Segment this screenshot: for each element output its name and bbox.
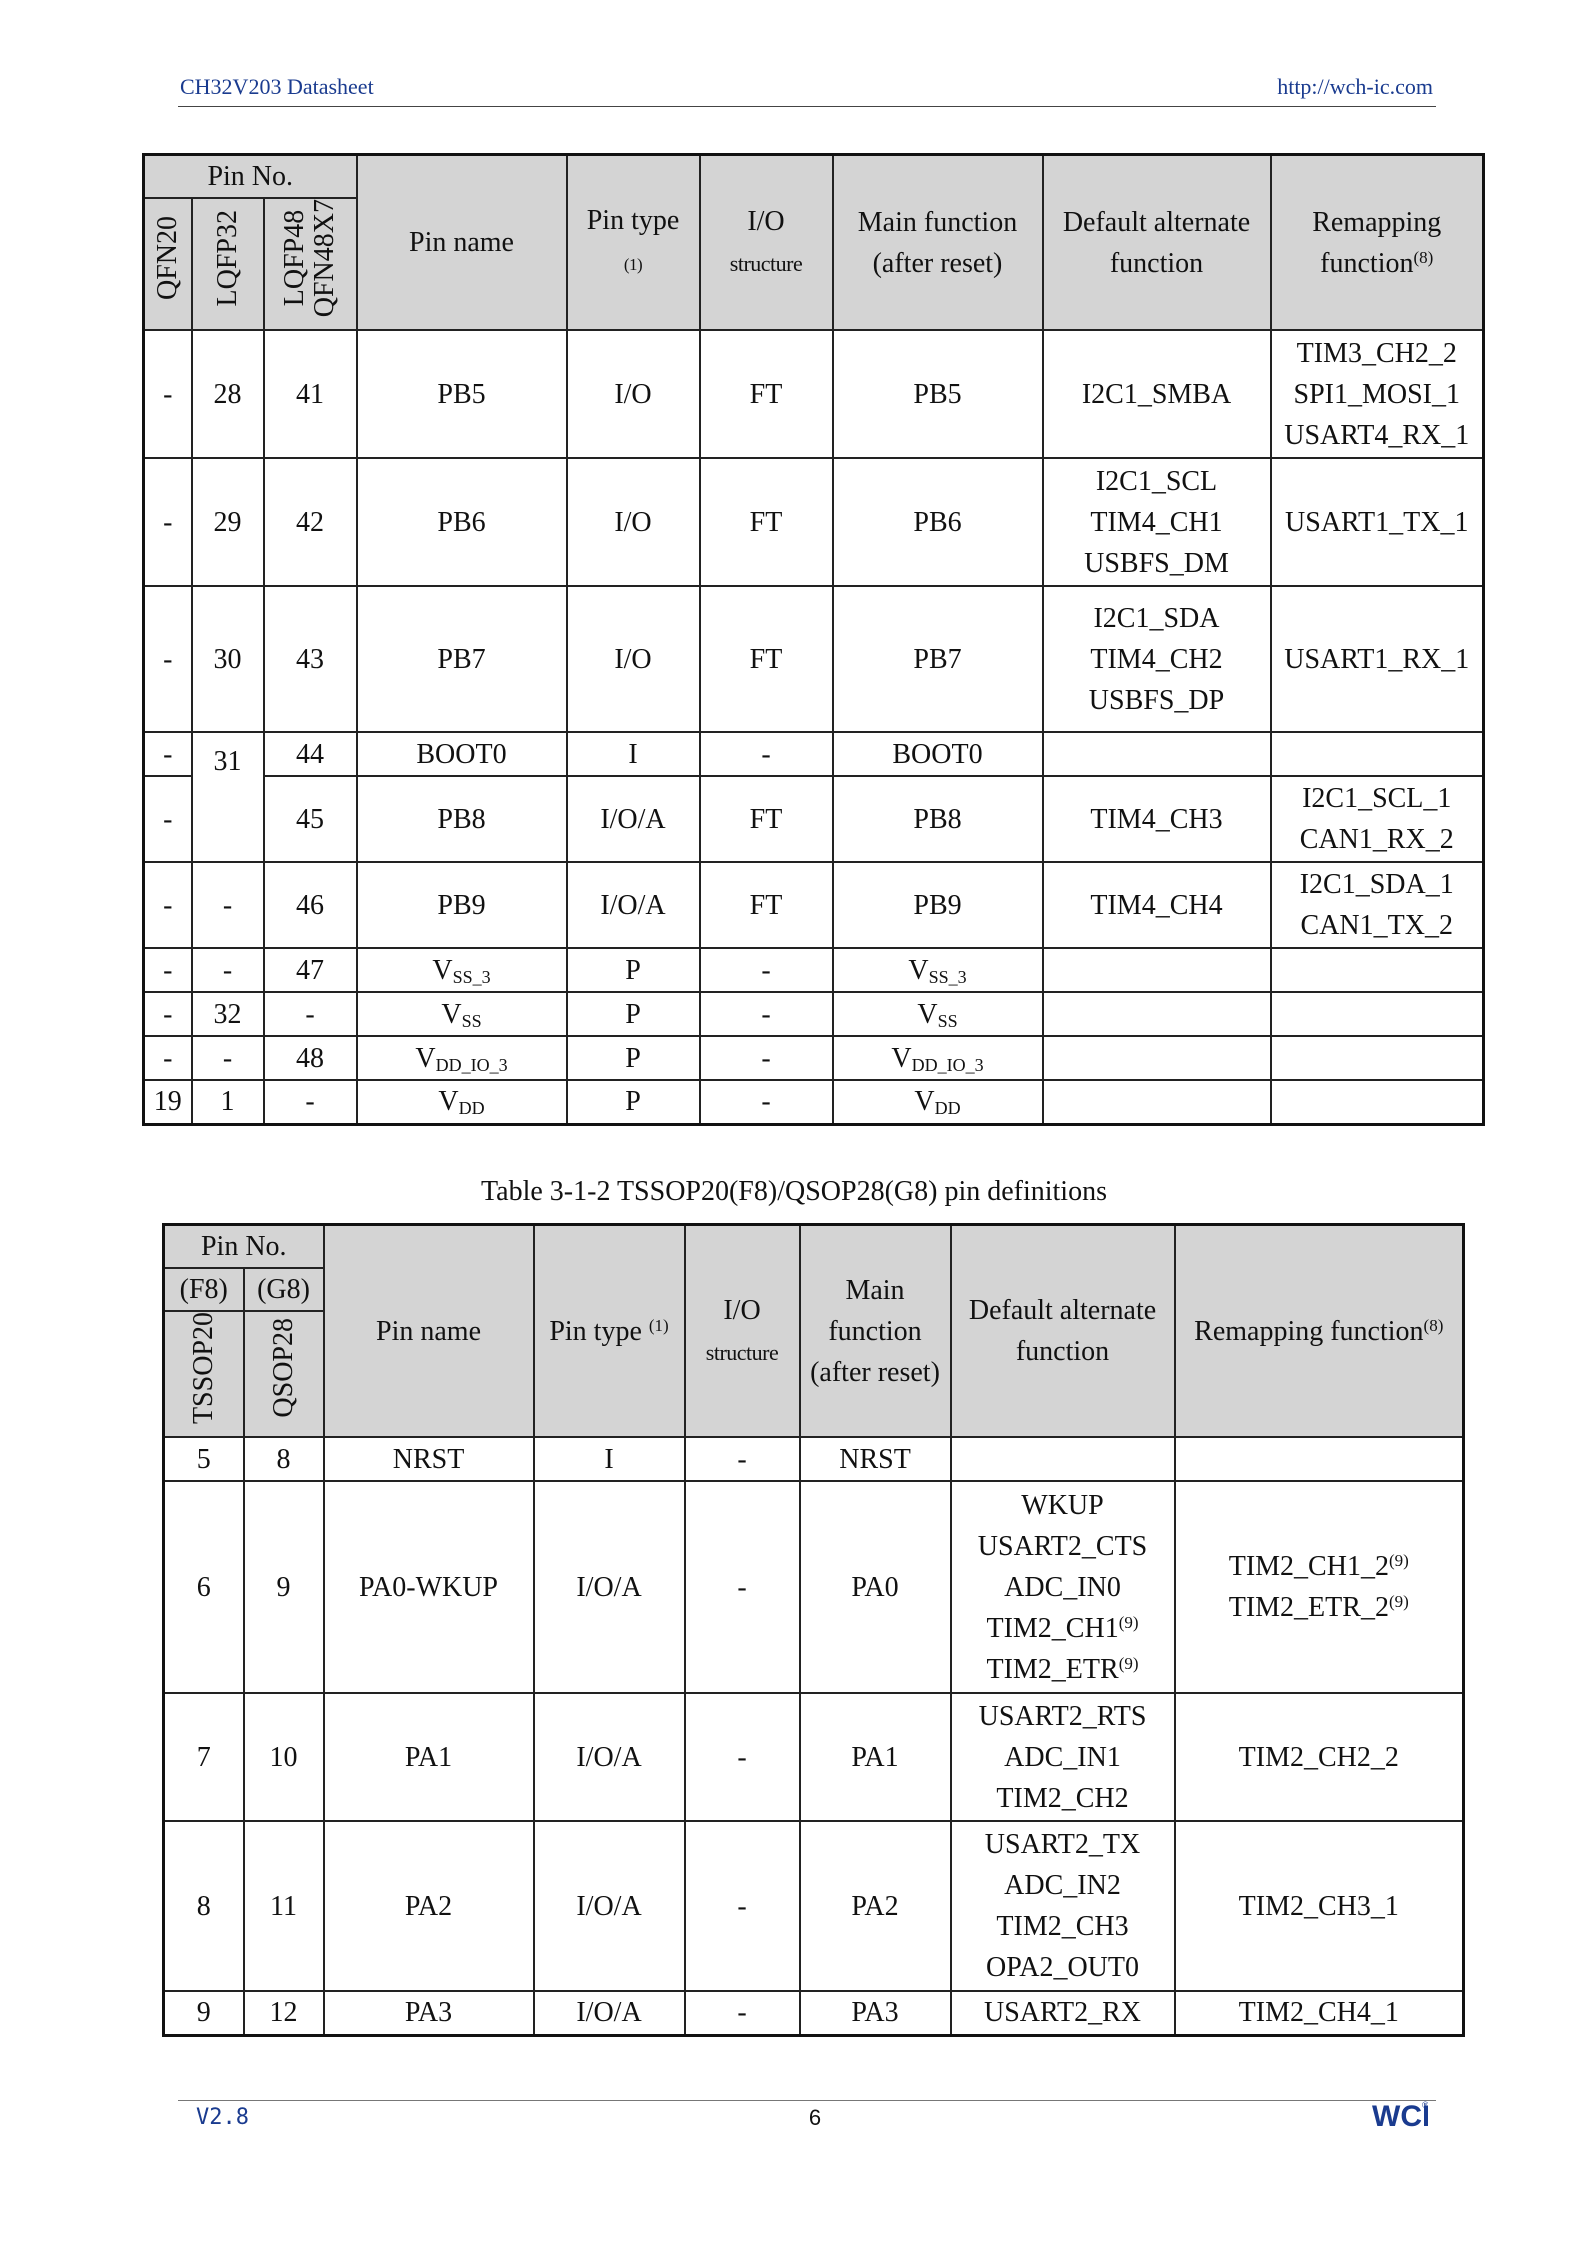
- table-cell: USART2_TX ADC_IN2 TIM2_CH3 OPA2_OUT0: [951, 1821, 1175, 1991]
- remapping-header: Remapping function$^{(8)}$: [1175, 1225, 1464, 1438]
- pin-name-header: Pin name: [357, 155, 567, 331]
- table-cell: -: [144, 948, 192, 992]
- table-row: [164, 1991, 1464, 2035]
- table-cell: I/O/A: [534, 1821, 685, 1991]
- table-cell: USART1_RX_1: [1271, 586, 1484, 732]
- table-row: [164, 1693, 1464, 1821]
- table-cell: -: [264, 1080, 357, 1124]
- table-row: [144, 948, 1484, 992]
- table-cell: I/O/A: [534, 1693, 685, 1821]
- table-cell: PA3: [324, 1991, 534, 2035]
- table-cell: 44: [264, 732, 357, 776]
- table-row: [164, 1437, 1464, 1481]
- table-cell: -: [685, 1437, 800, 1481]
- page-number: 6: [808, 2105, 822, 2130]
- table-cell: 45: [264, 776, 357, 862]
- table-cell: I/O/A: [534, 1991, 685, 2035]
- table-cell: $V_{SS}$: [833, 992, 1043, 1036]
- main-function-header: Main function (after reset): [833, 155, 1043, 331]
- table-cell: [1043, 1080, 1271, 1124]
- wch-logo: [1372, 2096, 1428, 2137]
- io-structure-header: I/O structure: [700, 155, 833, 331]
- table-cell: FT: [700, 586, 833, 732]
- table-cell: 32: [192, 992, 264, 1036]
- table-cell: -: [144, 862, 192, 948]
- g8-header: (G8): [244, 1268, 324, 1311]
- table-cell: -: [685, 1991, 800, 2035]
- table-cell: PA1: [800, 1693, 951, 1821]
- table-cell: FT: [700, 330, 833, 458]
- remapping-header: Remapping function$^{(8)}$: [1271, 155, 1484, 331]
- table-cell: WKUP USART2_CTS ADC_IN0 TIM2_CH1$^{(9)}$ TIM2_ETR$^{(9)}$: [951, 1481, 1175, 1693]
- table-cell: 30: [192, 586, 264, 732]
- pin-type-header: Pin type (1): [567, 155, 700, 331]
- table-cell: PB8: [833, 776, 1043, 862]
- table-cell: NRST: [800, 1437, 951, 1481]
- table-cell: 12: [244, 1991, 324, 2035]
- pin-no-header: Pin No.: [164, 1225, 324, 1269]
- table-cell: I: [534, 1437, 685, 1481]
- table-cell: $V_{SS}$: [357, 992, 567, 1036]
- table-cell: 19: [144, 1080, 192, 1124]
- table-row: [164, 1821, 1464, 1991]
- table-row: [144, 776, 1484, 862]
- table-cell: PB9: [357, 862, 567, 948]
- table-cell: 41: [264, 330, 357, 458]
- table-cell: 47: [264, 948, 357, 992]
- table-cell: -: [192, 948, 264, 992]
- table-cell: -: [685, 1693, 800, 1821]
- table-cell: PA1: [324, 1693, 534, 1821]
- table-cell: PB5: [833, 330, 1043, 458]
- table-cell: TIM2_CH1_2$^{(9)}$ TIM2_ETR_2$^{(9)}$: [1175, 1481, 1464, 1693]
- table-cell: P: [567, 948, 700, 992]
- table-cell: [1043, 732, 1271, 776]
- table-cell: PB6: [833, 458, 1043, 586]
- table-cell: $V_{DD}$: [833, 1080, 1043, 1124]
- pin-definition-table-lqfp48: [142, 153, 1485, 1126]
- table-cell: 1: [192, 1080, 264, 1124]
- table-cell: TIM2_CH2_2: [1175, 1693, 1464, 1821]
- table-cell: [1271, 732, 1484, 776]
- table-cell: -: [192, 1036, 264, 1080]
- table-row: [144, 862, 1484, 948]
- table-cell: -: [144, 732, 192, 776]
- table-cell: TIM4_CH4: [1043, 862, 1271, 948]
- table-cell: 28: [192, 330, 264, 458]
- table-cell: 9: [164, 1991, 244, 2035]
- pkg-header-lqfp48: LQFP48 QFN48X7: [264, 198, 357, 330]
- table-cell: TIM2_CH3_1: [1175, 1821, 1464, 1991]
- table-cell: P: [567, 1080, 700, 1124]
- table-cell: I/O: [567, 458, 700, 586]
- table-cell: I2C1_SDA TIM4_CH2 USBFS_DP: [1043, 586, 1271, 732]
- table-cell: -: [144, 458, 192, 586]
- table-row: [144, 330, 1484, 458]
- table-cell: PB7: [357, 586, 567, 732]
- table-cell: P: [567, 1036, 700, 1080]
- header-title: CH32V203 Datasheet: [180, 74, 374, 99]
- table-cell: USART1_TX_1: [1271, 458, 1484, 586]
- table-cell: [1043, 1036, 1271, 1080]
- table-cell: NRST: [324, 1437, 534, 1481]
- table-cell: -: [685, 1821, 800, 1991]
- table-cell: -: [700, 1080, 833, 1124]
- pkg-header-qfn20: QFN20: [144, 198, 192, 330]
- table-cell: -: [700, 948, 833, 992]
- table-cell: PB9: [833, 862, 1043, 948]
- table-cell: -: [144, 586, 192, 732]
- table-cell: I2C1_SCL_1 CAN1_RX_2: [1271, 776, 1484, 862]
- table-cell: [1043, 992, 1271, 1036]
- table-cell: -: [264, 992, 357, 1036]
- table-cell: PB5: [357, 330, 567, 458]
- table-cell: [1271, 992, 1484, 1036]
- table-header-row: [164, 1225, 1464, 1269]
- table-cell: PA0-WKUP: [324, 1481, 534, 1693]
- table-cell: -: [700, 732, 833, 776]
- table-cell: FT: [700, 458, 833, 586]
- table-cell: [951, 1437, 1175, 1481]
- default-alternate-header: Default alternate function: [951, 1225, 1175, 1438]
- table-cell: -: [700, 1036, 833, 1080]
- table-cell: 9: [244, 1481, 324, 1693]
- table-cell: I2C1_SDA_1 CAN1_TX_2: [1271, 862, 1484, 948]
- table-cell: [1175, 1437, 1464, 1481]
- io-structure-header: I/O structure: [685, 1225, 800, 1438]
- table-cell: TIM3_CH2_2 SPI1_MOSI_1 USART4_RX_1: [1271, 330, 1484, 458]
- table-cell: I/O: [567, 586, 700, 732]
- table-cell: 43: [264, 586, 357, 732]
- pin-type-header: Pin type $^{(1)}$: [534, 1225, 685, 1438]
- table-cell: [1271, 1080, 1484, 1124]
- table-cell: PA2: [324, 1821, 534, 1991]
- table-cell: P: [567, 992, 700, 1036]
- table-cell: 11: [244, 1821, 324, 1991]
- table-cell: $V_{DD\_IO\_3}$: [833, 1036, 1043, 1080]
- table-cell: 8: [244, 1437, 324, 1481]
- table-cell: 7: [164, 1693, 244, 1821]
- table-cell: 29: [192, 458, 264, 586]
- table-cell: PB7: [833, 586, 1043, 732]
- pkg-header-lqfp32: LQFP32: [192, 198, 264, 330]
- table-row: [164, 1481, 1464, 1693]
- footer-version: V2.8: [196, 2105, 249, 2130]
- header-rule: [178, 106, 1436, 107]
- table-cell: 8: [164, 1821, 244, 1991]
- table-cell: FT: [700, 776, 833, 862]
- table-cell: 42: [264, 458, 357, 586]
- table-cell: 5: [164, 1437, 244, 1481]
- default-alternate-header: Default alternate function: [1043, 155, 1271, 331]
- table-row: [144, 732, 1484, 776]
- table-cell: 31: [192, 732, 264, 862]
- table-row: [144, 1036, 1484, 1080]
- table-cell: -: [144, 330, 192, 458]
- pin-definition-table-tssop20-qsop28: [162, 1223, 1465, 2037]
- pin-name-header: Pin name: [324, 1225, 534, 1438]
- table-cell: -: [144, 1036, 192, 1080]
- table-cell: [1271, 948, 1484, 992]
- main-function-header: Main function (after reset): [800, 1225, 951, 1438]
- table-cell: PA2: [800, 1821, 951, 1991]
- table-cell: -: [192, 862, 264, 948]
- table-cell: [1271, 1036, 1484, 1080]
- pin-no-header: Pin No.: [144, 155, 357, 199]
- table-row: [144, 458, 1484, 586]
- table-row: [144, 992, 1484, 1036]
- table-cell: PB8: [357, 776, 567, 862]
- table-cell: TIM4_CH3: [1043, 776, 1271, 862]
- table-cell: $V_{DD\_IO\_3}$: [357, 1036, 567, 1080]
- table-cell: 6: [164, 1481, 244, 1693]
- table-row: [144, 1080, 1484, 1124]
- table-cell: BOOT0: [357, 732, 567, 776]
- table-cell: PA3: [800, 1991, 951, 2035]
- table-caption: Table 3-1-2 TSSOP20(F8)/QSOP28(G8) pin definitions: [481, 1176, 1107, 1207]
- table-cell: $V_{SS\_3}$: [357, 948, 567, 992]
- f8-header: (F8): [164, 1268, 244, 1311]
- table-row: [144, 586, 1484, 732]
- table-cell: 46: [264, 862, 357, 948]
- svg-text:WCH: WC: [1372, 2100, 1422, 2132]
- header-url[interactable]: http://wch-ic.com: [1277, 74, 1433, 99]
- table-cell: I/O/A: [567, 776, 700, 862]
- table-cell: I/O/A: [534, 1481, 685, 1693]
- table-cell: 48: [264, 1036, 357, 1080]
- table-cell: PB6: [357, 458, 567, 586]
- table-cell: -: [144, 992, 192, 1036]
- table-cell: TIM2_CH4_1: [1175, 1991, 1464, 2035]
- table-cell: -: [685, 1481, 800, 1693]
- table-cell: -: [700, 992, 833, 1036]
- table-cell: USART2_RTS ADC_IN1 TIM2_CH2: [951, 1693, 1175, 1821]
- table-cell: BOOT0: [833, 732, 1043, 776]
- table-cell: I/O/A: [567, 862, 700, 948]
- table-cell: I: [567, 732, 700, 776]
- table-header-row: [144, 155, 1484, 199]
- table-cell: $V_{SS\_3}$: [833, 948, 1043, 992]
- table-cell: [1043, 948, 1271, 992]
- table-cell: -: [144, 776, 192, 862]
- table-cell: FT: [700, 862, 833, 948]
- table-cell: 10: [244, 1693, 324, 1821]
- pkg-header-qsop28: QSOP28: [244, 1311, 324, 1437]
- pkg-header-tssop20: TSSOP20: [164, 1311, 244, 1437]
- table-cell: USART2_RX: [951, 1991, 1175, 2035]
- table-cell: I2C1_SCL TIM4_CH1 USBFS_DM: [1043, 458, 1271, 586]
- footer-rule: [178, 2100, 1436, 2101]
- table-cell: PA0: [800, 1481, 951, 1693]
- table-cell: I2C1_SMBA: [1043, 330, 1271, 458]
- table-cell: I/O: [567, 330, 700, 458]
- svg-text:®: ®: [1422, 2100, 1428, 2110]
- table-cell: $V_{DD}$: [357, 1080, 567, 1124]
